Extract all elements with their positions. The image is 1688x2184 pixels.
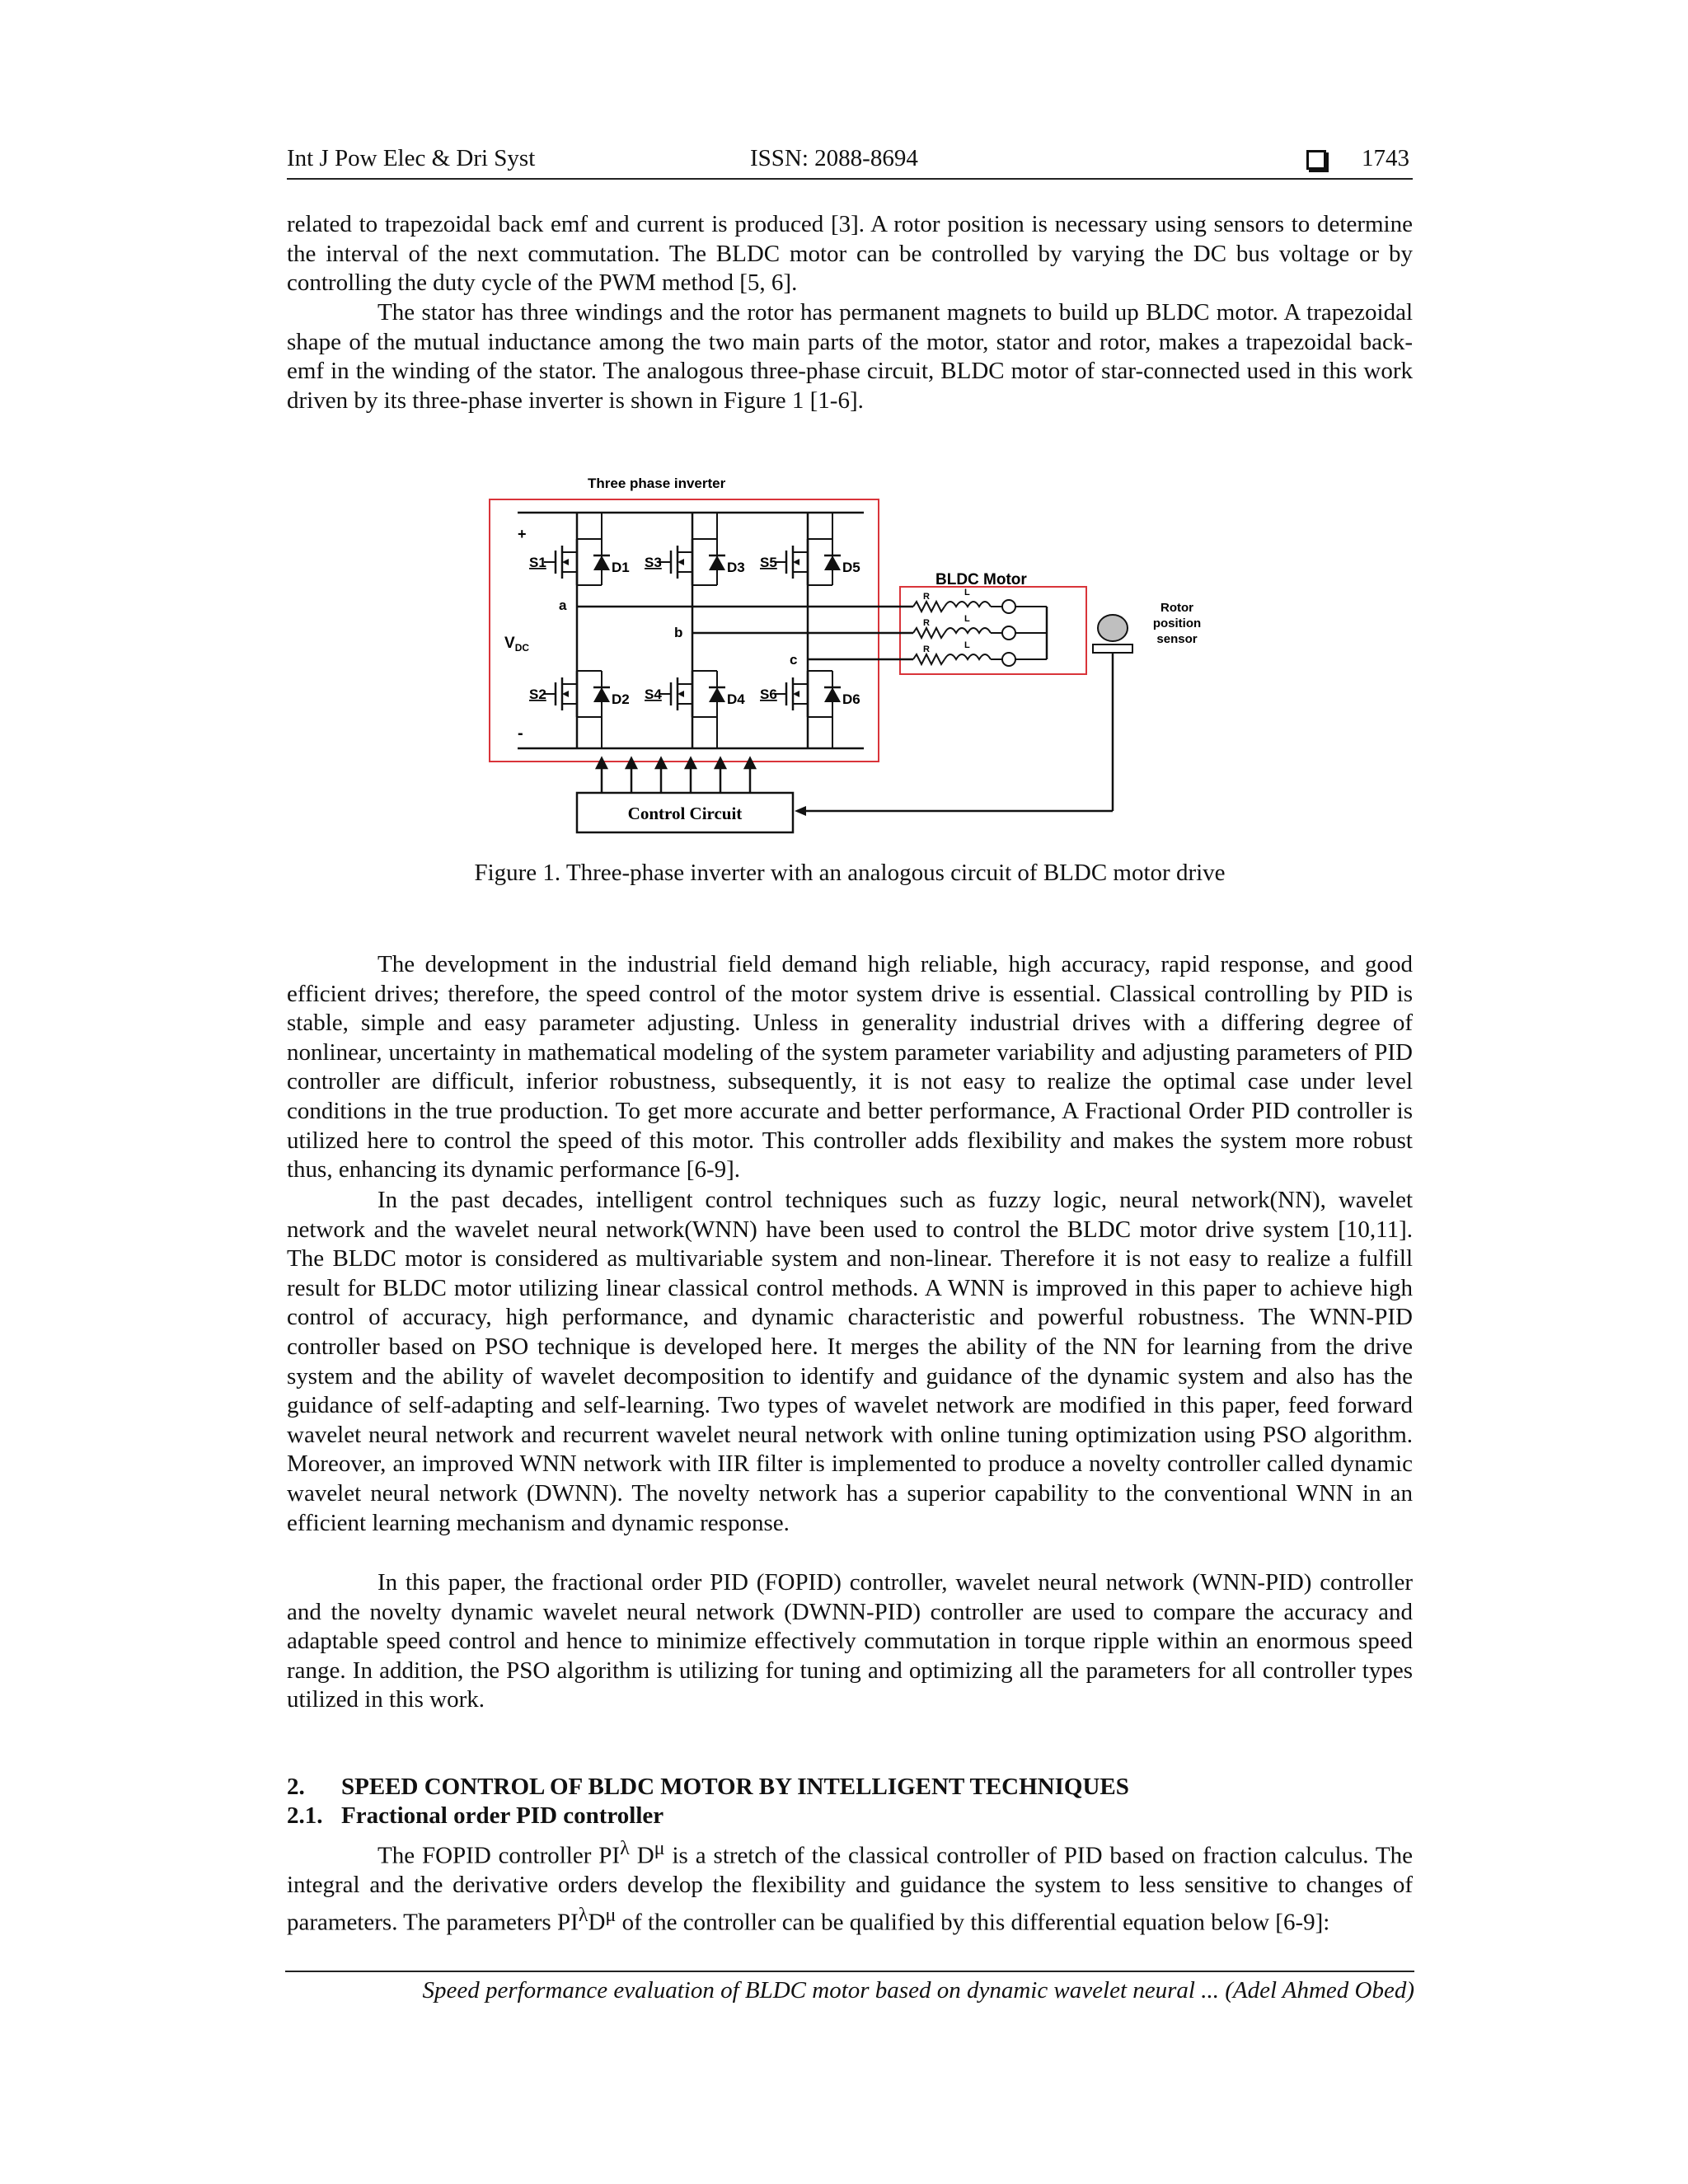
- switch-s5: [775, 539, 841, 585]
- label-d4: D4: [727, 691, 745, 707]
- label-s6: S6: [760, 687, 777, 702]
- label-s2: S2: [529, 687, 546, 702]
- paragraph-2: The stator has three windings and the rotor has permanent magnets to build up BLDC motor. A trapezoidal shape of the mutual inductance among the two main parts of the motor, stator and rotor, makes a trapezoidal back-emf in the winding of the stator. The analogous three-phase circuit, BLDC motor of star-connected used in this work driven by its three-phase inverter is shown in Figure 1 [1-6].: [287, 299, 1413, 414]
- paragraph-3: The development in the industrial field demand high reliable, high accuracy, rapid response, and good efficient drives; therefore, the speed control of the motor system drive is essential. Classical controlling by PID is stable, simple and easy parameter adjusting. Unless in generality industrial drives with a differing degree of nonlinear, uncertainty in mathematical modeling of the system parameter variability and adjusting parameters of PID controller are difficult, inferior robustness, subsequently, it is not easy to realize the optimal case under level conditions in the true production. To get more accurate and better performance, A Fractional Order PID controller is utilized here to control the speed of this motor. This controller adds flexibility and makes the system more robust thus, enhancing its dynamic performance [6-9].: [287, 951, 1413, 1183]
- switch-s4: [659, 671, 725, 717]
- paragraph-4: In the past decades, intelligent control techniques such as fuzzy logic, neural network(NN), wavelet network and the wavelet neural network(WNN) have been used to control the BLDC motor drive system [10,11]. The BLDC motor is considered as multivariable system and non-linear. Therefore it is not easy to realize a fulfill result for BLDC motor utilizing linear classical control methods. A WNN is improved in this paper to achieve high control of accuracy, high performance, and dynamic characteristic and powerful robustness. The WNN-PID controller based on PSO technique is developed here. It merges the ability of the NN for learning from the drive system and the ability of wavelet decomposition to identify and guidance of the dynamic system and also has the guidance of self-adapting and self-learning. Two types of wavelet network are modified in this paper, feed forward wavelet neural network and recurrent wavelet neural network with online tuning optimization using PSO algorithm. Moreover, an improved WNN network with IIR filter is implemented to produce a novelty controller called dynamic wavelet neural network (DWNN). The novelty network has a superior capability to the conventional WNN in an efficient learning mechanism and dynamic response.: [287, 1187, 1413, 1536]
- label-d5: D5: [842, 560, 860, 575]
- inverter-title: Three phase inverter: [588, 476, 726, 491]
- paragraph-5: In this paper, the fractional order PID (FOPID) controller, wavelet neural network (WNN-PID) controller and the novelty dynamic wavelet neural network (DWNN-PID) controller are used to compare the accuracy and adaptable speed control and hence to minimize effectively commutation in torque ripple within an enormous speed range. In addition, the PSO algorithm is utilizing for tuning and optimizing all the parameters for all controller types utilized in this work.: [287, 1569, 1413, 1713]
- l-label-b: L: [964, 614, 970, 624]
- journal-name: Int J Pow Elec & Dri Syst: [287, 145, 536, 171]
- bldc-circuit-figure: [486, 470, 1212, 836]
- motor-phase-c: [913, 653, 1047, 666]
- switch-s2: [544, 671, 610, 717]
- switch-s6: [775, 671, 841, 717]
- switch-s3: [659, 539, 725, 585]
- subsection-heading: [287, 1802, 1413, 1830]
- page-number: 1743: [1362, 145, 1409, 171]
- control-circuit-label: Control Circuit: [627, 804, 743, 823]
- subsection-title: Fractional order PID controller: [341, 1802, 664, 1829]
- plus-sign: +: [518, 526, 527, 542]
- l-label-c: L: [964, 640, 970, 650]
- label-d2: D2: [612, 691, 630, 707]
- sensor-label-3: sensor: [1156, 632, 1198, 646]
- page-header: [287, 145, 1413, 180]
- label-d6: D6: [842, 691, 860, 707]
- label-s3: S3: [645, 555, 662, 570]
- feedback-arrow-icon: [795, 806, 806, 816]
- switch-s1: [544, 539, 610, 585]
- label-s5: S5: [760, 555, 777, 570]
- motor-title: BLDC Motor: [935, 571, 1027, 588]
- section-number: 2.: [287, 1774, 305, 1800]
- label-s4: S4: [645, 687, 662, 702]
- node-a: a: [559, 598, 567, 613]
- label-s1: S1: [529, 555, 546, 570]
- r-label-b: R: [923, 618, 930, 628]
- section-title: SPEED CONTROL OF BLDC MOTOR BY INTELLIGENT TECHNIQUES: [341, 1774, 1129, 1800]
- motor-phase-b: [913, 626, 1047, 640]
- page-footer: Speed performance evaluation of BLDC motor based on dynamic wavelet neural ... (Adel Ahmed Obed): [285, 1971, 1414, 2004]
- subsection-number: 2.1.: [287, 1802, 323, 1829]
- rotor-sensor-icon: [1098, 615, 1128, 641]
- issn: ISSN: 2088-8694: [750, 145, 918, 171]
- minus-sign: -: [518, 724, 523, 743]
- r-label-a: R: [923, 592, 930, 602]
- node-c: c: [790, 652, 798, 668]
- checkbox-square-icon: [1306, 150, 1326, 170]
- section-heading: [287, 1774, 1413, 1801]
- label-d3: D3: [727, 560, 745, 575]
- paragraph-6: The FOPID controller $PI^\lambda$ $D^\mu$ is a stretch of the classical controller of PID based on fraction calculus. The integral and the derivative orders develop the flexibility and guidance the system to less sensitive to changes of parameters. The parameters $PI^\lambda D^\mu$ of the controller can be qualified by this differential equation below [6-9]:: [287, 1837, 1413, 1936]
- r-label-c: R: [923, 644, 930, 654]
- paragraph-1: related to trapezoidal back emf and current is produced [3]. A rotor position is necessary using sensors to determine the interval of the next commutation. The BLDC motor can be controlled by varying the DC bus voltage or by controlling the duty cycle of the PWM method [5, 6].: [287, 211, 1413, 297]
- gate-signal-arrows: [597, 758, 755, 793]
- motor-phase-a: [913, 600, 1047, 613]
- vdc-label: $V_{DC}$: [504, 635, 530, 654]
- node-b: b: [674, 625, 683, 640]
- l-label-a: L: [964, 588, 970, 598]
- figure-caption: Figure 1. Three-phase inverter with an analogous circuit of BLDC motor drive: [474, 860, 1226, 886]
- label-d1: D1: [612, 560, 630, 575]
- sensor-label-1: Rotor: [1160, 601, 1193, 615]
- sensor-label-2: position: [1152, 616, 1202, 630]
